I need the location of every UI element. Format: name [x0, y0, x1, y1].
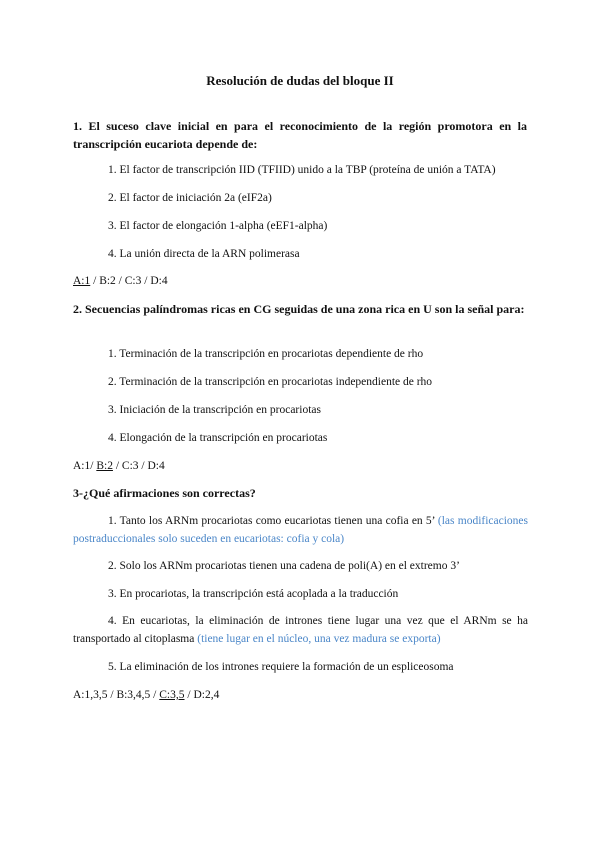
question-3-option-1-note: (las modificaciones postraduccionales solo suceden en eucariotas: cofia y cola) [73, 515, 529, 545]
question-3-answers-before: A:1,3,5 / B:3,4,5 / [73, 689, 160, 701]
question-1-option-3: 3. El factor de elongación 1-alpha (eEF1-alpha) [108, 220, 328, 232]
question-2-prompt: 2. Secuencias palíndromas ricas en CG seguidas de una zona rica en U son la señal para: [73, 302, 525, 316]
question-1-answers [73, 272, 527, 290]
question-3-answers [73, 686, 527, 704]
question-1-option-2: 2. El factor de iniciación 2a (eIF2a) [108, 192, 272, 204]
question-2-answers [73, 457, 527, 475]
question-2-option-3: 3. Iniciación de la transcripción en procariotas [108, 404, 321, 416]
question-1-prompt: 1. El suceso clave inicial en para el reconocimiento de la región promotora en la transcripción eucariota depende de: [73, 119, 527, 151]
question-2-option-1: 1. Terminación de la transcripción en procariotas dependiente de rho [108, 348, 424, 360]
question-1-correct-answer: A:1 [73, 275, 91, 287]
question-2-option-4: 4. Elongación de la transcripción en procariotas [108, 432, 328, 444]
question-1-option-4: 4. La unión directa de la ARN polimerasa [108, 248, 300, 260]
question-2-correct-answer: B:2 [96, 460, 113, 472]
question-1-other-answers: / B:2 / C:3 / D:4 [90, 275, 168, 287]
question-2-answers-before: A:1/ [73, 460, 97, 472]
question-3-option-1 [73, 512, 528, 548]
question-2-answers-after: / C:3 / D:4 [112, 460, 165, 472]
question-3-option-3: 3. En procariotas, la transcripción está acoplada a la traducción [108, 588, 399, 600]
question-3-option-5: 5. La eliminación de los intrones requiere la formación de un espliceosoma [108, 661, 454, 673]
question-3-option-4-note: (tiene lugar en el núcleo, una vez madura se exporta) [197, 633, 441, 645]
question-3-option-2: 2. Solo los ARNm procariotas tienen una cadena de poli(A) en el extremo 3’ [108, 560, 460, 572]
document-title: Resolución de dudas del bloque II [206, 73, 394, 88]
question-3-option-4-text: 4. En eucariotas, la eliminación de intrones tiene lugar una vez que el ARNm se ha transportado al citoplasma [73, 615, 528, 645]
question-3-prompt: 3-¿Qué afirmaciones son correctas? [73, 486, 256, 500]
question-3-answers-after: / D:2,4 [184, 689, 220, 701]
question-1-option-1: 1. El factor de transcripción IID (TFIID) unido a la TBP (proteína de unión a TATA) [108, 164, 496, 176]
question-3-option-4 [73, 612, 528, 648]
question-3-option-1-text: 1. Tanto los ARNm procariotas como eucariotas tienen una cofia en 5’ [108, 515, 438, 527]
question-2-option-2: 2. Terminación de la transcripción en procariotas independiente de rho [108, 376, 433, 388]
question-3-correct-answer: C:3,5 [159, 689, 185, 701]
